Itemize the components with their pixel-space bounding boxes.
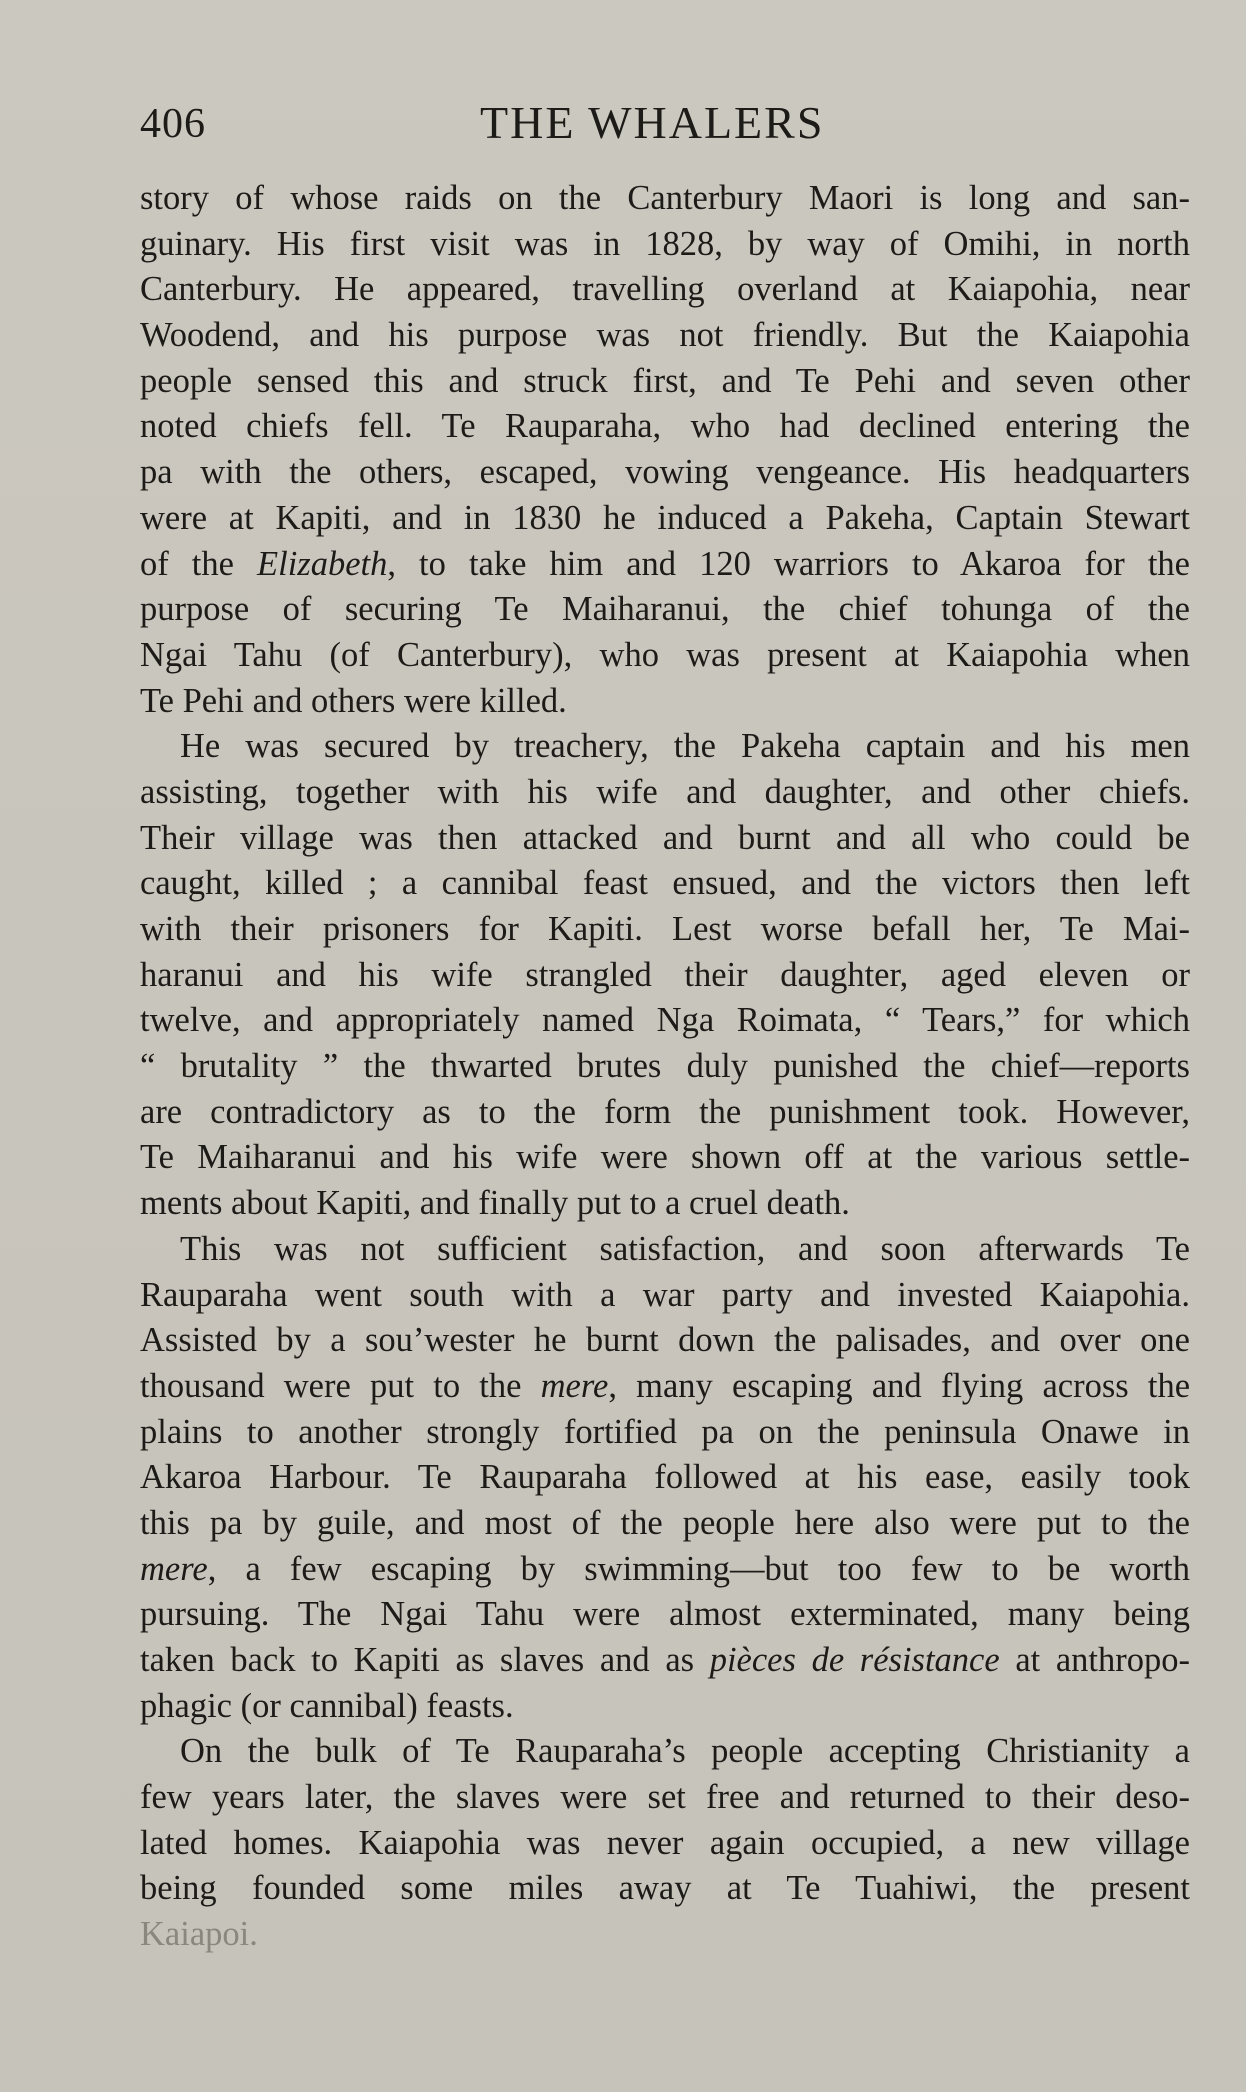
text-line: Kaiapoi. <box>140 1915 258 1954</box>
text-line: guinary. His first visit was in 1828, by way of Omihi, in north <box>140 224 1190 263</box>
text-line: thousand were put to the mere, many escaping and flying across the <box>140 1366 1191 1405</box>
text-line: pa with the others, escaped, vowing vengeance. His headquarters <box>140 453 1190 492</box>
text-line: Canterbury. He appeared, travelling overland at Kaiapohia, near <box>140 270 1190 309</box>
text-line: Their village was then attacked and burnt and all who could be <box>140 818 1190 857</box>
text-line: “ brutality ” the thwarted brutes duly punished the chief—reports <box>140 1047 1190 1086</box>
text-line: this pa by guile, and most of the people here also were put to the <box>140 1503 1190 1542</box>
text-line: This was not sufficient satisfaction, and soon afterwards Te <box>180 1229 1190 1268</box>
text-line: are contradictory as to the form the punishment took. However, <box>140 1092 1190 1131</box>
text-line: story of whose raids on the Canterbury Maori is long and san- <box>140 179 1190 217</box>
text-line: noted chiefs fell. Te Rauparaha, who had declined entering the <box>140 407 1190 446</box>
italic-term: mere <box>140 1549 208 1588</box>
text-line: Te Pehi and others were killed. <box>140 681 567 720</box>
text-line: Woodend, and his purpose was not friendly. But the Kaiapohia <box>140 316 1190 355</box>
text-line: caught, killed ; a cannibal feast ensued, and the victors then left <box>140 864 1190 903</box>
text-line: few years later, the slaves were set free and returned to their deso- <box>140 1778 1190 1817</box>
text-line: with their prisoners for Kapiti. Lest worse befall her, Te Mai- <box>140 910 1190 948</box>
text-line: Assisted by a sou’wester he burnt down the palisades, and over one <box>140 1321 1190 1360</box>
italic-term: mere <box>540 1366 609 1405</box>
text-line: of the Elizabeth, to take him and 120 warriors to Akaroa for the <box>140 544 1190 583</box>
text-line: Ngai Tahu (of Canterbury), who was present at Kaiapohia when <box>140 635 1190 674</box>
text-line: being founded some miles away at Te Tuahiwi, the present <box>140 1869 1190 1908</box>
text-line: phagic (or cannibal) feasts. <box>140 1686 514 1725</box>
body-text <box>140 176 1190 1958</box>
text-line: lated homes. Kaiapohia was never again occupied, a new village <box>140 1823 1190 1862</box>
italic-term: Elizabeth <box>257 544 388 583</box>
text-line: ments about Kapiti, and finally put to a cruel death. <box>140 1184 850 1223</box>
text-line: people sensed this and struck first, and Te Pehi and seven other <box>140 361 1190 400</box>
text-line: purpose of securing Te Maiharanui, the chief tohunga of the <box>140 590 1190 629</box>
text-line: taken back to Kapiti as slaves and as pièces de résistance at anthropo- <box>140 1641 1190 1679</box>
text-line: pursuing. The Ngai Tahu were almost exterminated, many being <box>140 1595 1190 1634</box>
text-line: twelve, and appropriately named Nga Roimata, “ Tears,” for which <box>140 1001 1190 1040</box>
text-line: Te Maiharanui and his wife were shown off at the various settle- <box>140 1138 1190 1177</box>
text-line: mere, a few escaping by swimming—but too few to be worth <box>140 1549 1190 1588</box>
text-line: were at Kapiti, and in 1830 he induced a Pakeha, Captain Stewart <box>140 498 1190 537</box>
text-line: plains to another strongly fortified pa on the peninsula Onawe in <box>140 1412 1190 1451</box>
text-line: Akaroa Harbour. Te Rauparaha followed at his ease, easily took <box>140 1458 1190 1497</box>
text-line: assisting, together with his wife and daughter, and other chiefs. <box>140 772 1190 811</box>
text-line: On the bulk of Te Rauparaha’s people accepting Christianity a <box>180 1732 1190 1771</box>
page-header <box>140 92 1190 152</box>
text-line: Rauparaha went south with a war party and invested Kaiapohia. <box>140 1275 1190 1314</box>
italic-term: pièces de résistance <box>709 1641 1000 1679</box>
text-line: He was secured by treachery, the Pakeha captain and his men <box>180 727 1190 766</box>
running-head: THE WHALERS <box>480 97 825 148</box>
text-line: haranui and his wife strangled their daughter, aged eleven or <box>140 955 1190 994</box>
page-number: 406 <box>140 101 206 147</box>
